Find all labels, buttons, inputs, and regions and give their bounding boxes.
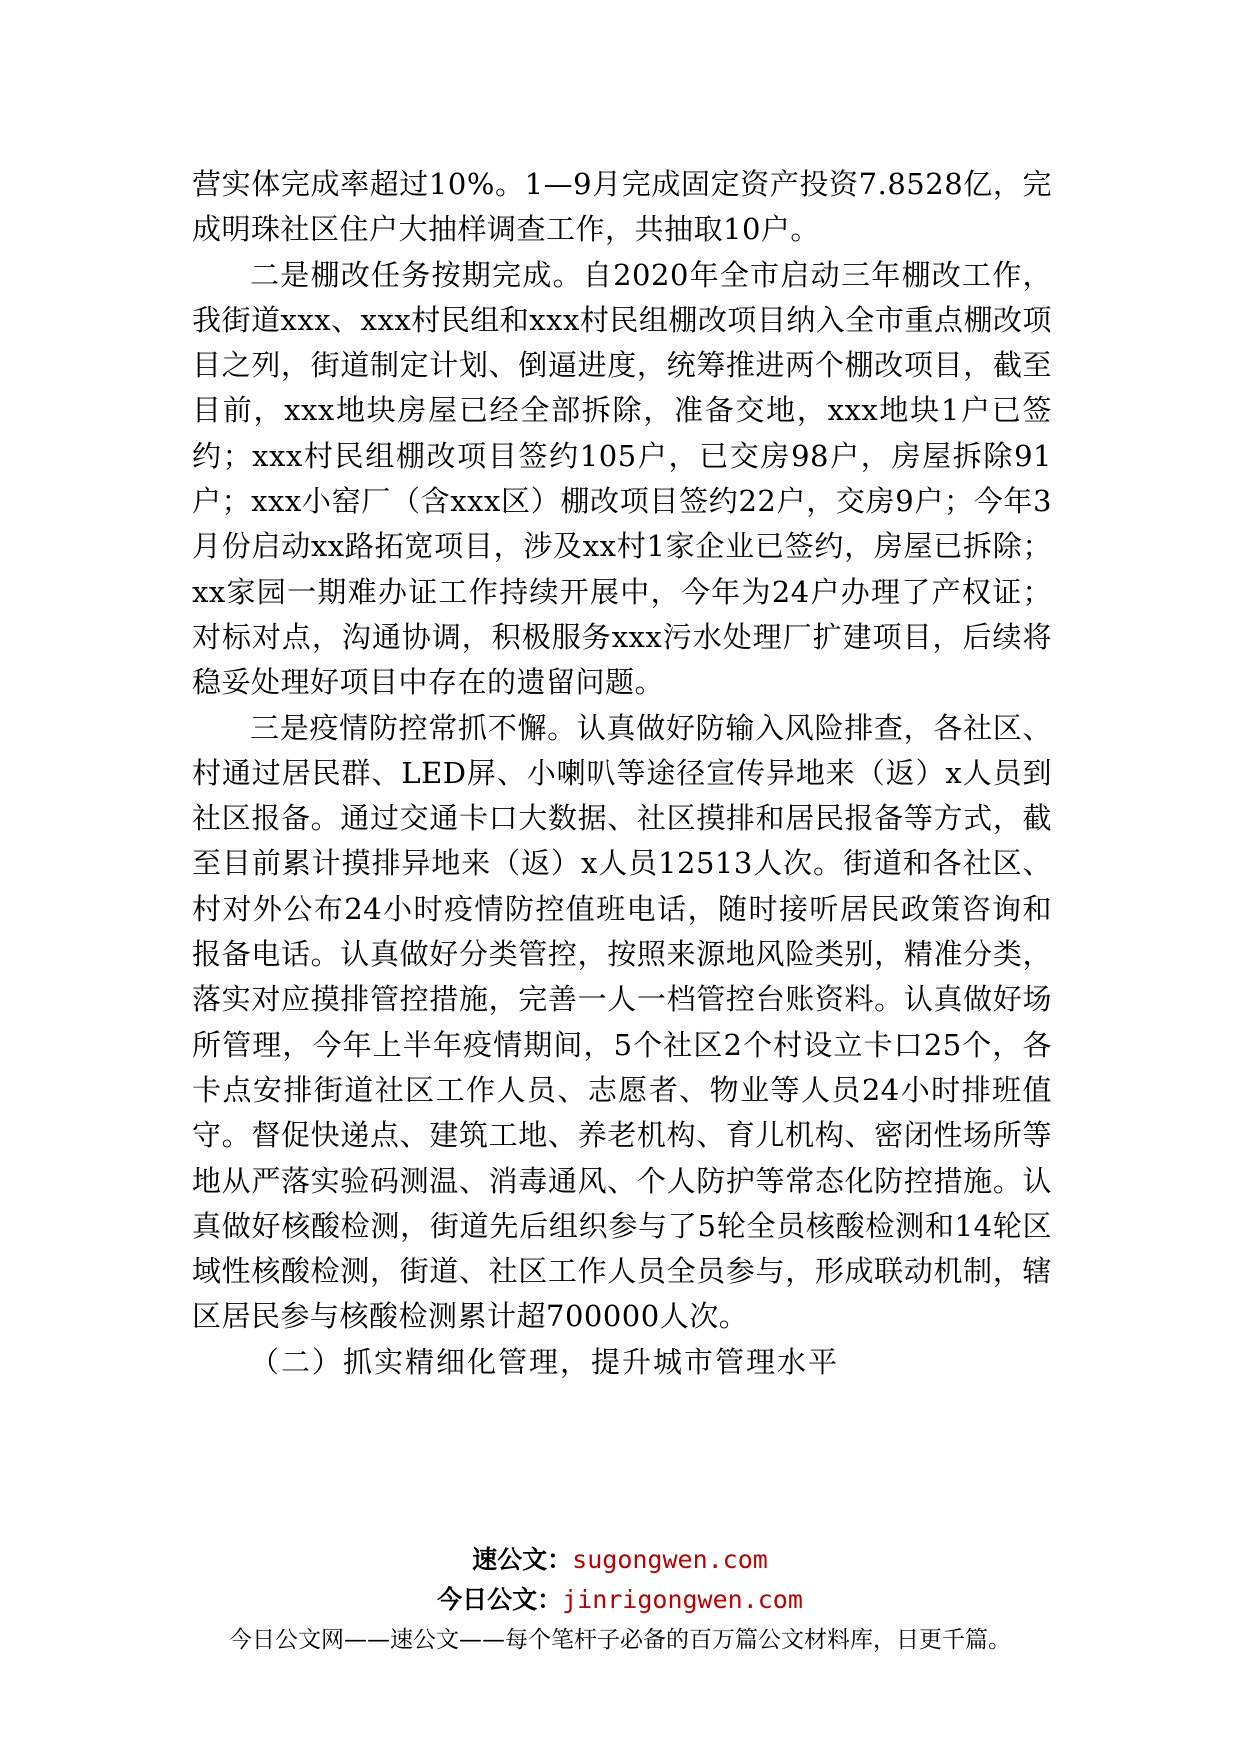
paragraph-shantytown-renovation: 二是棚改任务按期完成。自2020年全市启动三年棚改工作，我街道xxx、xxx村民组和xxx村民组棚改项目纳入全市重点棚改项目之列，街道制定计划、倒逼进度，统筹推进两个棚改项目，截至目前，xxx地块房屋已经全部拆除，准备交地，xxx地块1户已签约；xxx村民组棚改项目签约105户，已交房98户，房屋拆除91户；xxx小窑厂（含xxx区）棚改项目签约22户，交房9户；今年3月份启动xx路拓宽项目，涉及xx村1家企业已签约，房屋已拆除；xx家园一期难办证工作持续开展中，今年为24户办理了产权证；对标对点，沟通协调，积极服务xxx污水处理厂扩建项目，后续将稳妥处理好项目中存在的遗留问题。 (192, 257, 1052, 700)
footer-jinrigongwen-link[interactable]: jinrigongwen.com (562, 1585, 803, 1614)
paragraph-continuation: 营实体完成率超过10%。1—9月完成固定资产投资7.8528亿，完成明珠社区住户大抽样调查工作，共抽取10户。 (192, 167, 1052, 247)
paragraph-epidemic-control: 三是疫情防控常抓不懈。认真做好防输入风险排查，各社区、村通过居民群、LED屏、小喇叭等途径宣传异地来（返）x人员到社区报备。通过交通卡口大数据、社区摸排和居民报备等方式，截至目前累计摸排异地来（返）x人员12513人次。街道和各社区、村对外公布24小时疫情防控值班电话，随时接听居民政策咨询和报备电话。认真做好分类管控，按照来源地风险类别，精准分类，落实对应摸排管控措施，完善一人一档管控台账资料。认真做好场所管理，今年上半年疫情期间，5个社区2个村设立卡口25个，各卡点安排街道社区工作人员、志愿者、物业等人员24小时排班值守。督促快递点、建筑工地、养老机构、育儿机构、密闭性场所等地从严落实验码测温、消毒通风、个人防护等常态化防控措施。认真做好核酸检测，街道先后组织参与了5轮全员核酸检测和14轮区域性核酸检测，街道、社区工作人员全员参与，形成联动机制，辖区居民参与核酸检测累计超700000人次。 (192, 710, 1052, 1334)
footer-sugongwen-label: 速公文： (472, 1545, 573, 1574)
footer-sugongwen-link[interactable]: sugongwen.com (572, 1545, 768, 1574)
footer-jinrigongwen-label: 今日公文： (437, 1585, 563, 1614)
footer-slogan: 今日公文网——速公文——每个笔杆子必备的百万篇公文材料库，日更千篇。 (229, 1627, 1011, 1653)
section-heading-urban-management: （二）抓实精细化管理，提升城市管理水平 (250, 1344, 840, 1379)
document-body (192, 162, 1052, 1385)
footer-sugongwen (0, 1540, 1240, 1576)
footer-jinrigongwen (0, 1580, 1240, 1616)
